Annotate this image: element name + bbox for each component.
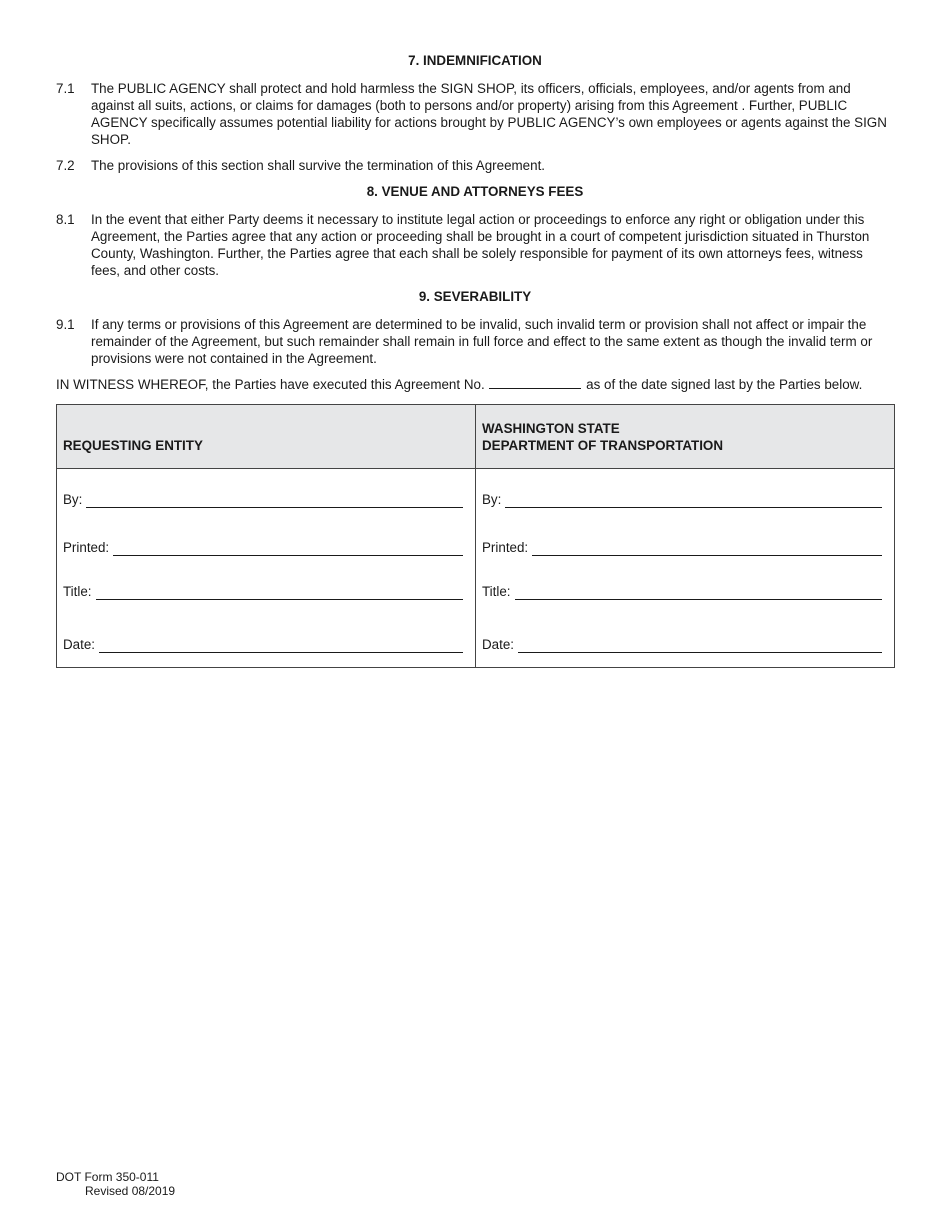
signature-line[interactable] [113,543,463,556]
printed-label: Printed: [482,540,529,555]
requesting-entity-title: REQUESTING ENTITY [63,438,203,453]
date-label: Date: [482,637,515,652]
printed-field[interactable] [63,539,463,556]
title-label: Title: [482,584,511,599]
by-field[interactable] [482,491,882,508]
date-label: Date: [63,637,96,652]
title-field[interactable] [63,583,463,600]
by-field[interactable] [63,491,463,508]
section-8-heading: 8. VENUE AND ATTORNEYS FEES [366,184,584,199]
form-number: DOT Form 350-011 [56,1170,159,1184]
clause-number: 8.1 [56,212,75,227]
requesting-entity-header [57,405,476,469]
signature-line[interactable] [86,495,463,508]
signature-line[interactable] [99,640,463,653]
by-label: By: [482,492,502,507]
signature-line[interactable] [96,587,463,600]
by-label: By: [63,492,83,507]
revision-date: Revised 08/2019 [85,1184,176,1198]
clause-text: If any terms or provisions of this Agreement are determined to be invalid, such invalid term or provision shall not affect or impair the remainder of the Agreement, but such remainder shall remain in full force and effect to the same extent as though the invalid term or provisions were not contained in the Agreement. [91,317,873,366]
printed-label: Printed: [63,540,110,555]
signature-line[interactable] [518,640,882,653]
clause-text: The PUBLIC AGENCY shall protect and hold harmless the SIGN SHOP, its officers, officials, employees, and/or agents from and against all suits, actions, or claims for damages (both to persons and/or property) arising from this Agreement . Further, PUBLIC AGENCY specifically assumes potential liability for actions brought by PUBLIC AGENCY’s own employees or agents against the SIGN SHOP. [91,81,887,147]
signature-table [56,404,895,668]
wsdot-title-line1: WASHINGTON STATE [482,421,620,436]
clause-7-2 [56,157,894,174]
form-footer [56,1170,175,1198]
agreement-number-field[interactable] [489,377,581,389]
section-7-heading: 7. INDEMNIFICATION [408,53,542,68]
wsdot-signature-block [476,469,895,668]
section-9-heading: 9. SEVERABILITY [418,289,532,304]
clause-text: The provisions of this section shall survive the termination of this Agreement. [91,158,546,173]
agreement-page [56,52,894,668]
signature-line[interactable] [505,495,882,508]
date-field[interactable] [482,636,882,653]
title-label: Title: [63,584,92,599]
wsdot-title-line2: DEPARTMENT OF TRANSPORTATION [482,438,724,453]
clause-7-1 [56,80,894,148]
signature-line[interactable] [532,543,882,556]
witness-text-after: as of the date signed last by the Parties below. [586,377,863,392]
clause-number: 7.2 [56,158,75,173]
clause-text: In the event that either Party deems it necessary to institute legal action or proceedings to enforce any right or obligation under this Agreement, the Parties agree that any action or proceeding shall be brought in a court of competent jurisdiction situated in Thurston County, Washington. Further, the Parties agree that each shall be solely responsible for payment of its own attorneys fees, witness fees, and other costs. [91,212,870,278]
witness-text-before: IN WITNESS WHEREOF, the Parties have executed this Agreement No. [56,377,485,392]
date-field[interactable] [63,636,463,653]
title-field[interactable] [482,583,882,600]
clause-number: 7.1 [56,81,75,96]
witness-statement [56,376,894,393]
printed-field[interactable] [482,539,882,556]
wsdot-header [476,405,895,469]
clause-number: 9.1 [56,317,75,332]
clause-9-1 [56,316,894,367]
signature-line[interactable] [515,587,882,600]
requesting-entity-signature-block [57,469,476,668]
clause-8-1 [56,211,894,279]
